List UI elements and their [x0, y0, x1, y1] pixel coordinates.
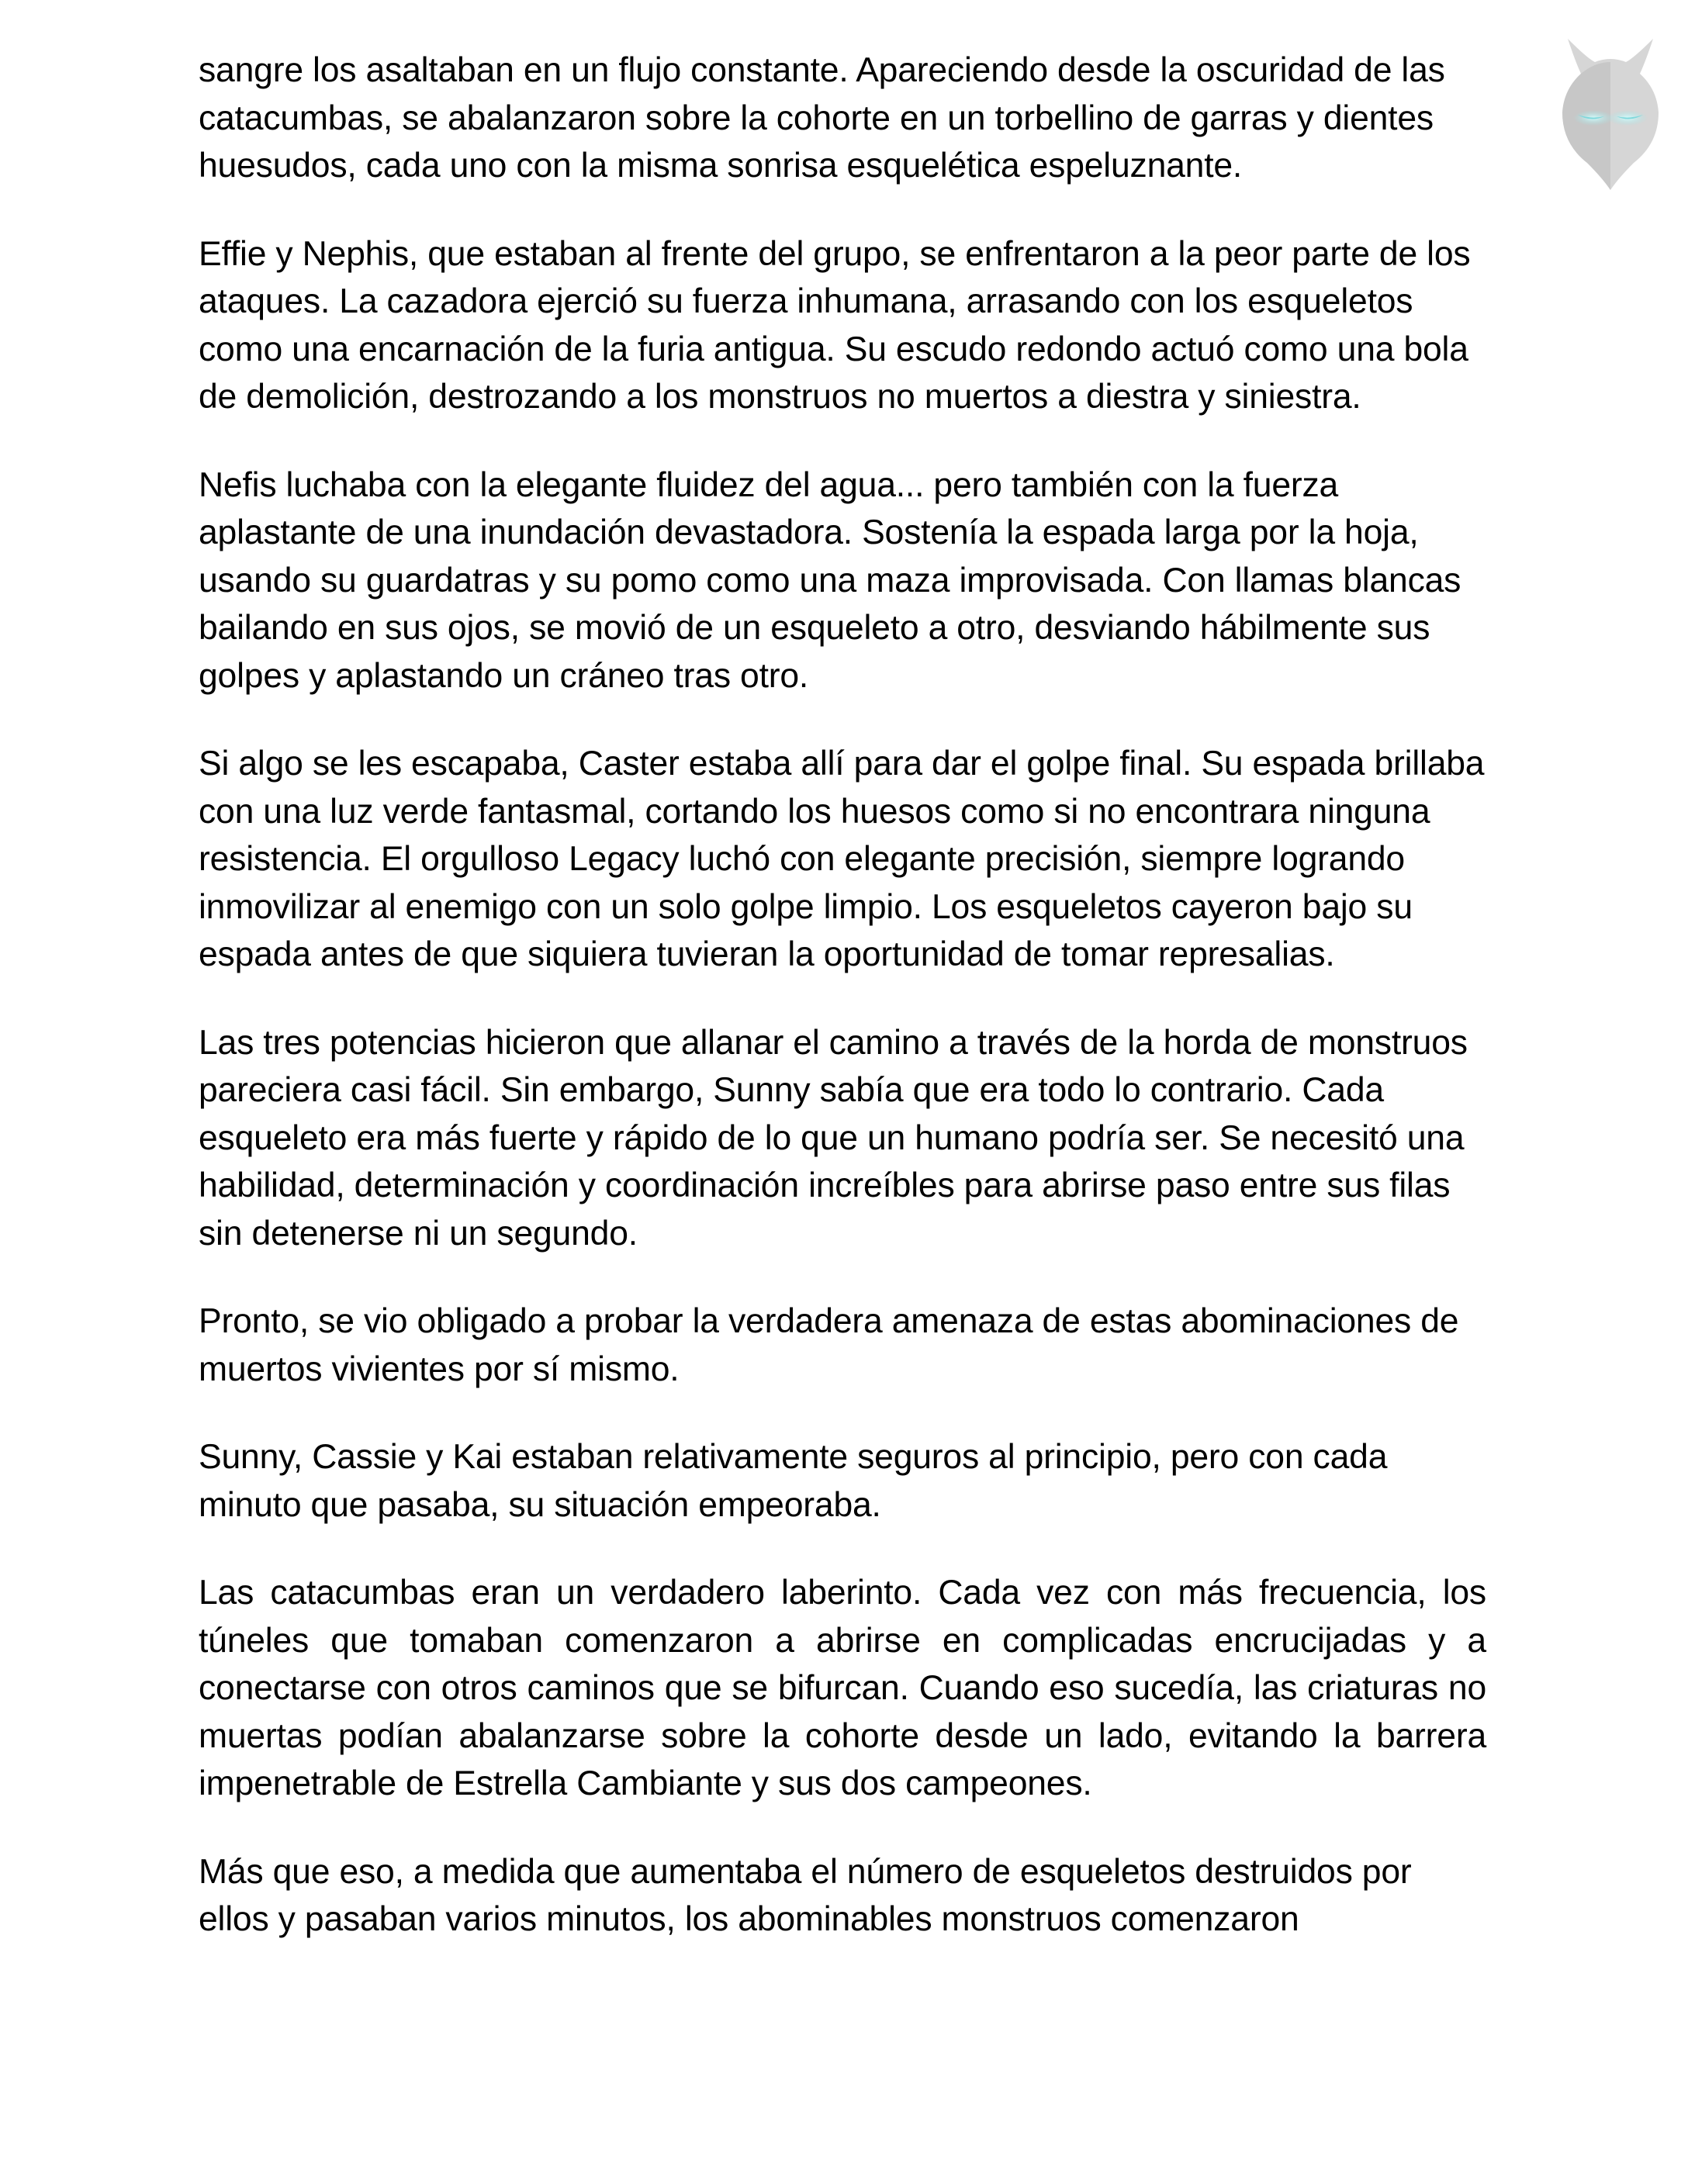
paragraph: Sunny, Cassie y Kai estaban relativamente seguros al principio, pero con cada minuto que pasaba, su situación empeoraba.	[199, 1438, 1388, 1524]
paragraph: Más que eso, a medida que aumentaba el número de esqueletos destruidos por ellos y pasaban varios minutos, los abominables monstruos comenzaron	[199, 1852, 1412, 1938]
paragraph: sangre los asaltaban en un flujo constante. Apareciendo desde la oscuridad de las catacumbas, se abalanzaron sobre la cohorte en un torbellino de garras y dientes huesudos, cada uno con la misma sonrisa esquelética espeluznante.	[199, 51, 1445, 185]
paragraph: Las tres potencias hicieron que allanar el camino a través de la horda de monstruos pareciera casi fácil. Sin embargo, Sunny sabía que era todo lo contrario. Cada esqueleto era más fuerte y rápido de lo que un humano podría ser. Se necesitó una habilidad, determinación y coordinación increíbles para abrirse paso entre sus filas sin detenerse ni un segundo.	[199, 1023, 1468, 1253]
paragraph: Las catacumbas eran un verdadero laberinto. Cada vez con más frecuencia, los túneles que tomaban comenzaron a abrirse en complicadas encrucijadas y a conectarse con otros caminos que se bifurcan. Cuando eso sucedía, las criaturas no muertas podían abalanzarse sobre la cohorte desde un lado, evitando la barrera impenetrable de Estrella Cambiante y sus dos campeones.	[199, 1574, 1486, 1802]
paragraph: Si algo se les escapaba, Caster estaba allí para dar el golpe final. Su espada brillaba con una luz verde fantasmal, cortando los huesos como si no encontrara ninguna resistencia. El orgulloso Legacy luchó con elegante precisión, siempre logrando inmovilizar al enemigo con un solo golpe limpio. Los esqueletos cayeron bajo su espada antes de que siquiera tuvieran la oportunidad de tomar represalias.	[199, 745, 1485, 973]
paragraph: Pronto, se vio obligado a probar la verdadera amenaza de estas abominaciones de muertos vivientes por sí mismo.	[199, 1302, 1459, 1388]
chapter-text	[199, 47, 1486, 1944]
horned-demon-head-icon	[1533, 16, 1688, 194]
paragraph: Nefis luchaba con la elegante fluidez del agua... pero también con la fuerza aplastante de una inundación devastadora. Sostenía la espada larga por la hoja, usando su guardatras y su pomo como una maza improvisada. Con llamas blancas bailando en sus ojos, se movió de un esqueleto a otro, desviando hábilmente sus golpes y aplastando un cráneo tras otro.	[199, 465, 1461, 695]
paragraph: Effie y Nephis, que estaban al frente del grupo, se enfrentaron a la peor parte de los ataques. La cazadora ejerció su fuerza inhumana, arrasando con los esqueletos como una encarnación de la furia antigua. Su escudo redondo actuó como una bola de demolición, destrozando a los monstruos no muertos a diestra y siniestra.	[199, 234, 1471, 416]
